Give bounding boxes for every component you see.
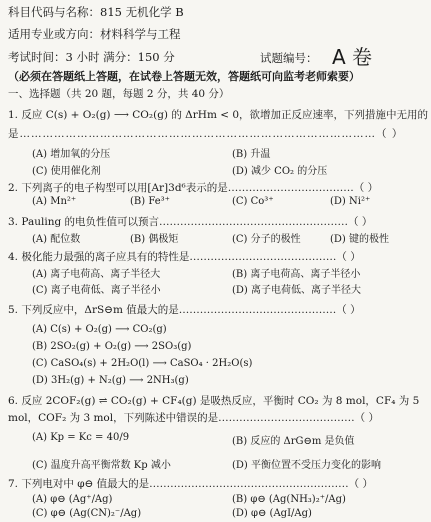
q5-option-b: (B) 2SO₂(g) + O₂(g) ⟶ 2SO₃(g) <box>32 341 192 352</box>
q4-option-c: (C) 离子电荷低、离子半径小 <box>32 285 161 296</box>
q1-option-a: (A) 增加氧的分压 <box>32 149 111 160</box>
q7-option-a: (A) φ⊖ (Ag⁺/Ag) <box>32 494 113 505</box>
q2-option-c: (C) Co³⁺ <box>232 196 274 207</box>
q4-option-a: (A) 离子电荷高、离子半径大 <box>32 269 161 280</box>
q7-option-d: (D) φ⊖ (AgI/Ag) <box>232 508 312 519</box>
q5-option-a: (A) C(s) + O₂(g) ⟶ CO₂(g) <box>32 324 167 335</box>
major-line: 适用专业或方向：材料科学与工程 <box>8 27 181 41</box>
q3-option-c: (C) 分子的极性 <box>232 234 301 245</box>
q4-option-b: (B) 离子电荷高、离子半径小 <box>232 269 361 280</box>
q3-option-b: (B) 偶极矩 <box>130 234 179 245</box>
q3-option-a: (A) 配位数 <box>32 234 81 245</box>
paper-version: A 卷 <box>332 45 373 69</box>
q6-option-c: (C) 温度升高平衡常数 Kp 减小 <box>32 460 171 471</box>
q5-option-c: (C) CaSO₄(s) + 2H₂O(l) ⟶ CaSO₄ · 2H₂O(s) <box>32 358 253 369</box>
q4-option-d: (D) 离子电荷低、离子半径大 <box>232 285 361 296</box>
subject-line: 科目代码与名称：815 无机化学 B <box>8 5 184 19</box>
q1-option-d: (D) 减少 CO₂ 的分压 <box>232 166 328 177</box>
exam-number-label: 试题编号： <box>260 51 318 65</box>
q1-stem-cont: 是…………………………………………………………………………………（ ） <box>8 128 404 140</box>
q5-stem: 5. 下列反应中，ΔrS⊖m 值最大的是………………………………………（ ） <box>8 304 361 316</box>
q7-stem: 7. 下列电对中 φ⊖ 值最大的是…………………………………………………（ ） <box>8 478 374 490</box>
q2-stem: 2. 下列离子的电子构型可以用[Ar]3d⁶表示的是………………………………（ ） <box>8 182 379 194</box>
q1-option-c: (C) 使用催化剂 <box>32 166 101 177</box>
q3-stem: 3. Pauling 的电负性值可以预言………………………………………………（ ） <box>8 216 373 228</box>
q2-option-b: (B) Fe³⁺ <box>130 196 170 207</box>
q2-option-d: (D) Ni²⁺ <box>330 196 371 207</box>
q6-option-b: (B) 反应的 ΔrG⊖m 是负值 <box>232 436 355 447</box>
section-title: 一、选择题（共 20 题，每题 2 分，共 40 分） <box>8 88 230 100</box>
q1-stem: 1. 反应 C(s) + O₂(g) ⟶ CO₂(g) 的 ΔrHm < 0，欲增加正反应速率，下列措施中无用的 <box>8 109 429 121</box>
q7-option-b: (B) φ⊖ (Ag(NH₃)₂⁺/Ag) <box>232 494 346 505</box>
q6-option-a: (A) Kp = Kc = 40/9 <box>32 432 130 443</box>
q2-option-a: (A) Mn²⁺ <box>32 196 77 207</box>
q1-option-b: (B) 升温 <box>232 149 271 160</box>
q5-option-d: (D) 3H₂(g) + N₂(g) ⟶ 2NH₃(g) <box>32 375 189 386</box>
q4-stem: 4. 极化能力最强的离子应具有的特性是……………………………………（ ） <box>8 251 361 263</box>
q3-option-d: (D) 键的极性 <box>330 234 389 245</box>
q6-stem-cont: mol，COF₂ 为 3 mol，下列陈述中错误的是…………………………………（ ） <box>8 412 379 424</box>
q6-option-d: (D) 平衡位置不受压力变化的影响 <box>232 460 381 471</box>
q6-stem: 6. 反应 2COF₂(g) ⇌ CO₂(g) + CF₄(g) 是吸热反应，平衡时 CO₂ 为 8 mol，CF₄ 为 5 <box>8 395 420 407</box>
q7-option-c: (C) φ⊖ (Ag(CN)₂⁻/Ag) <box>32 508 142 519</box>
notice: （必须在答题纸上答题，在试卷上答题无效，答题纸可向监考老师索要） <box>8 70 360 83</box>
time-line: 考试时间：3 小时 满分：150 分 <box>8 50 175 64</box>
